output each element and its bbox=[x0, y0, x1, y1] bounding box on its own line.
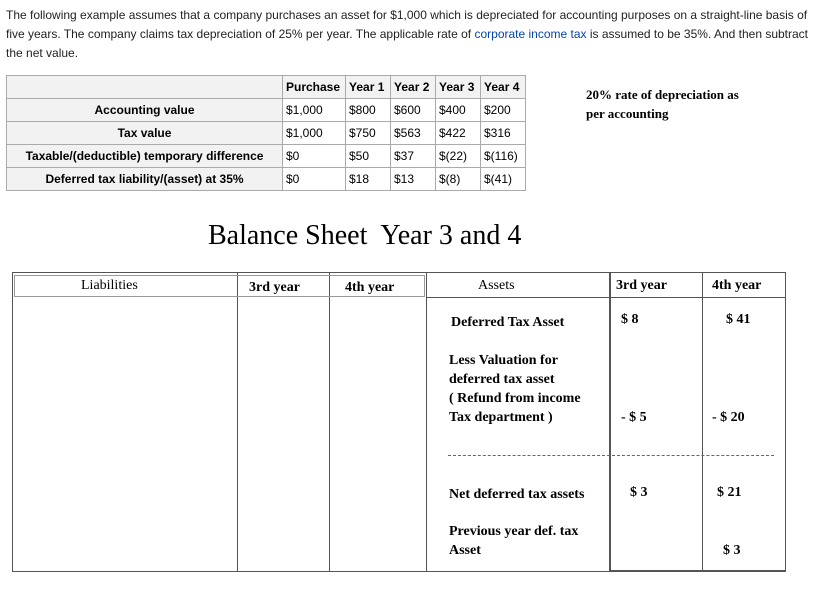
table-cell: $800 bbox=[346, 99, 391, 122]
table-cell: $422 bbox=[436, 122, 481, 145]
intro-text-before: The following example assumes that a company purchases an asset for $1,000 which is depreciated for accounting purposes on a straight-line basis of five years. The company claims tax depreciation of 25% per year. The applicable rate of bbox=[6, 8, 808, 41]
assets-year4-header: 4th year bbox=[712, 278, 762, 293]
valuation-label-line3: ( Refund from income bbox=[449, 391, 581, 406]
assets-header: Assets bbox=[478, 278, 515, 293]
balance-sheet-title: Balance Sheet Year 3 and 4 bbox=[208, 220, 522, 251]
dashed-separator bbox=[448, 455, 774, 456]
deferred-tax-asset-year4: $ 41 bbox=[726, 312, 751, 327]
table-cell: $18 bbox=[346, 168, 391, 191]
table-cell: $600 bbox=[391, 99, 436, 122]
table-cell: $(8) bbox=[436, 168, 481, 191]
table-cell: $0 bbox=[283, 168, 346, 191]
previous-year-year4: $ 3 bbox=[723, 543, 741, 558]
bs-top-border bbox=[12, 272, 786, 273]
net-deferred-label: Net deferred tax assets bbox=[449, 487, 585, 502]
bs-left-border bbox=[12, 272, 13, 572]
intro-text-after: is assumed to be 35%. And then subtract the net value. bbox=[6, 27, 809, 60]
row-label-temporary-difference: Taxable/(deductible) temporary difference bbox=[7, 145, 283, 168]
corporate-income-tax-link[interactable]: corporate income tax bbox=[474, 27, 587, 41]
depreciation-table bbox=[6, 75, 526, 191]
table-corner-cell bbox=[7, 76, 283, 99]
table-cell: $750 bbox=[346, 122, 391, 145]
bs-bottom-border bbox=[12, 571, 609, 572]
table-cell: $(41) bbox=[481, 168, 526, 191]
bs-divider-2 bbox=[329, 272, 330, 572]
deferred-tax-asset-label: Deferred Tax Asset bbox=[451, 315, 565, 330]
previous-year-label-line2: Asset bbox=[449, 543, 481, 558]
table-cell: $37 bbox=[391, 145, 436, 168]
table-row bbox=[7, 145, 526, 168]
valuation-label-line2: deferred tax asset bbox=[449, 372, 555, 387]
intro-paragraph bbox=[6, 6, 816, 63]
valuation-label-line4: Tax department ) bbox=[449, 410, 553, 425]
valuation-year4: - $ 20 bbox=[712, 410, 745, 425]
row-label-tax-value: Tax value bbox=[7, 122, 283, 145]
row-label-accounting-value: Accounting value bbox=[7, 99, 283, 122]
assets-year3-header: 3rd year bbox=[616, 278, 667, 293]
table-cell: $563 bbox=[391, 122, 436, 145]
header-year2: Year 2 bbox=[391, 76, 436, 99]
header-year1: Year 1 bbox=[346, 76, 391, 99]
table-cell: $0 bbox=[283, 145, 346, 168]
bs-header-divider bbox=[427, 297, 786, 298]
header-year4: Year 4 bbox=[481, 76, 526, 99]
table-cell: $13 bbox=[391, 168, 436, 191]
table-cell: $1,000 bbox=[283, 122, 346, 145]
balance-sheet bbox=[12, 272, 786, 572]
net-deferred-year3: $ 3 bbox=[630, 485, 648, 500]
table-cell: $(116) bbox=[481, 145, 526, 168]
valuation-year3: - $ 5 bbox=[621, 410, 647, 425]
depreciation-note: 20% rate of depreciation as per accounting bbox=[586, 87, 739, 121]
row-label-deferred-tax: Deferred tax liability/(asset) at 35% bbox=[7, 168, 283, 191]
deferred-tax-asset-year3: $ 8 bbox=[621, 312, 639, 327]
liabilities-year3-header: 3rd year bbox=[249, 280, 300, 295]
table-cell: $316 bbox=[481, 122, 526, 145]
table-cell: $400 bbox=[436, 99, 481, 122]
table-row bbox=[7, 122, 526, 145]
bs-divider-5 bbox=[702, 272, 703, 572]
header-purchase: Purchase bbox=[283, 76, 346, 99]
table-cell: $1,000 bbox=[283, 99, 346, 122]
liabilities-year4-header: 4th year bbox=[345, 280, 395, 295]
previous-year-label-line1: Previous year def. tax bbox=[449, 524, 579, 539]
table-cell: $(22) bbox=[436, 145, 481, 168]
valuation-label-line1: Less Valuation for bbox=[449, 353, 558, 368]
bs-divider-3 bbox=[426, 272, 427, 572]
header-year3: Year 3 bbox=[436, 76, 481, 99]
table-cell: $50 bbox=[346, 145, 391, 168]
bs-bottom-border-right bbox=[609, 570, 786, 572]
table-row bbox=[7, 99, 526, 122]
bs-divider-4 bbox=[609, 272, 611, 572]
bs-right-border bbox=[785, 272, 786, 572]
table-header-row bbox=[7, 76, 526, 99]
liabilities-header: Liabilities bbox=[81, 278, 138, 293]
bs-divider-1 bbox=[237, 272, 238, 572]
table-cell: $200 bbox=[481, 99, 526, 122]
table-row bbox=[7, 168, 526, 191]
net-deferred-year4: $ 21 bbox=[717, 485, 742, 500]
